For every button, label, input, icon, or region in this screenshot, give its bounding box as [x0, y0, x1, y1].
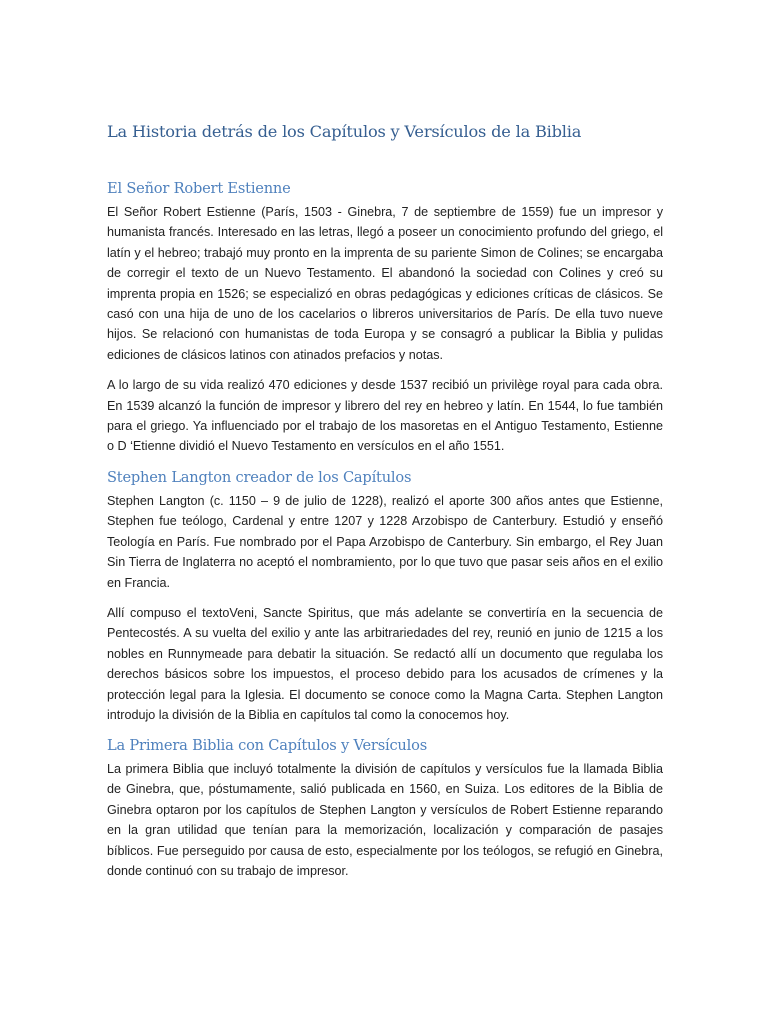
- body-paragraph: El Señor Robert Estienne (París, 1503 - Ginebra, 7 de septiembre de 1559) fue un impresor y humanista francés. Interesado en las letras, llegó a poseer un conocimiento profundo del griego, el latín y el hebreo; trabajó muy pronto en la imprenta de su pariente Simon de Colines; se encargaba de corregir el texto de un Nuevo Testamento. El abandonó la sociedad con Colines y creó su imprenta propia en 1526; se especializó en obras pedagógicas y ediciones críticas de clásicos. Se casó con una hija de uno de los cacelarios o libreros universitarios de París. De ella tuvo nueve hijos. Se relacionó con humanistas de toda Europa y se consagró a publicar la Biblia y pulidas ediciones de clásicos latinos con atinados prefacios y notas.: [107, 205, 663, 362]
- body-paragraph: Stephen Langton (c. 1150 – 9 de julio de 1228), realizó el aporte 300 años antes que Estienne, Stephen fue teólogo, Cardenal y entre 1207 y 1228 Arzobispo de Canterbury. Estudió y enseñó Teología en París. Fue nombrado por el Papa Arzobispo de Canterbury. Sin embargo, el Rey Juan Sin Tierra de Inglaterra no aceptó el nombramiento, por lo que tuvo que pasar seis años en el exilio en Francia.: [107, 494, 663, 590]
- section-stephen-langton: [107, 467, 663, 735]
- section-heading: La Primera Biblia con Capítulos y Versículos: [107, 737, 427, 754]
- section-primera-biblia: [107, 735, 663, 891]
- body-paragraph: La primera Biblia que incluyó totalmente la división de capítulos y versículos fue la llamada Biblia de Ginebra, que, póstumamente, salió publicada en 1560, en Suiza. Los editores de la Biblia de Ginebra optaron por los capítulos de Stephen Langton y versículos de Robert Estienne reparando en la gran utilidad que tenían para la memorización, localización y comparación de pasajes bíblicos. Fue perseguido por causa de esto, especialmente por los teólogos, se refugió en Ginebra, donde continuó con su trabajo de impresor.: [107, 762, 663, 879]
- section-heading: Stephen Langton creador de los Capítulos: [107, 469, 412, 486]
- section-heading: El Señor Robert Estienne: [107, 180, 291, 197]
- section-robert-estienne: [107, 178, 663, 467]
- body-paragraph: Allí compuso el textoVeni, Sancte Spiritus, que más adelante se convertiría en la secuencia de Pentecostés. A su vuelta del exilio y ante las arbitrariedades del rey, reunió en junio de 1215 a los nobles en Runnymeade para debatir la situación. Se redactó allí un documento que regulaba los derechos básicos sobre los impuestos, el proceso debido para los acusados de crímenes y la protección legal para la Iglesia. El documento se conoce como la Magna Carta. Stephen Langton introdujo la división de la Biblia en capítulos tal como la conocemos hoy.: [107, 606, 663, 723]
- body-paragraph: A lo largo de su vida realizó 470 ediciones y desde 1537 recibió un privilège royal para cada obra. En 1539 alcanzó la función de impresor y librero del rey en hebreo y latín. En 1544, lo fue también para el griego. Ya influenciado por el trabajo de los masoretas en el Antiguo Testamento, Estienne o D ‘Etienne dividió el Nuevo Testamento en versículos en el año 1551.: [107, 378, 663, 454]
- document-title: La Historia detrás de los Capítulos y Versículos de la Biblia: [107, 122, 582, 141]
